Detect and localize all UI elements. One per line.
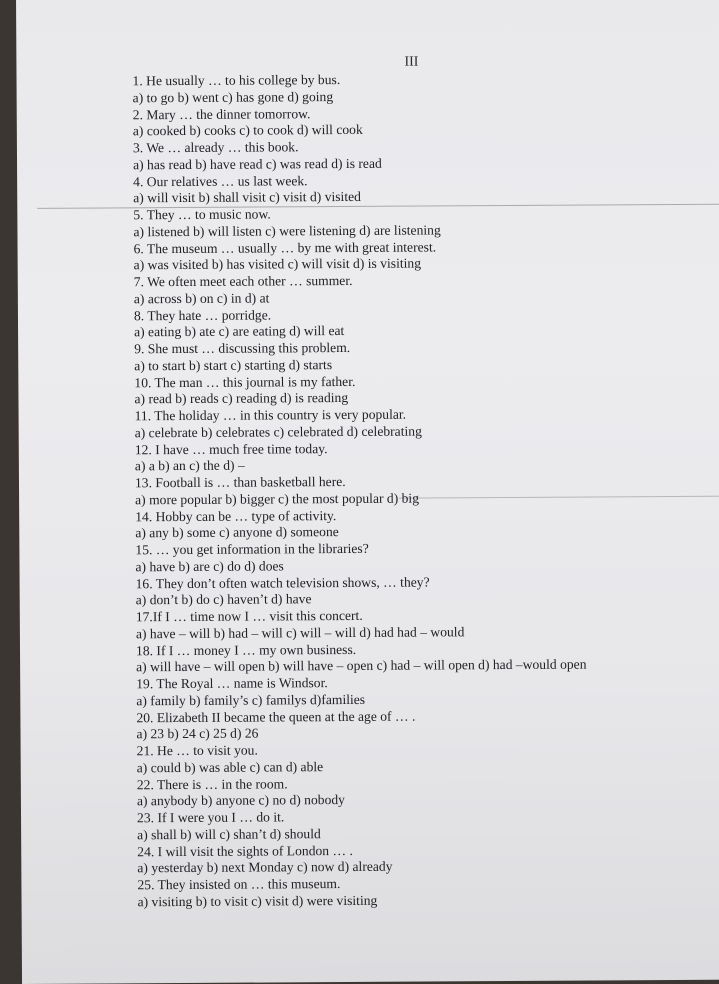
answer-options: a) eating b) ate c) are eating d) will eat: [134, 323, 345, 340]
question-3: [133, 137, 703, 174]
question-18: [136, 639, 706, 676]
question-7: [134, 271, 704, 308]
answer-options: a) yesterday b) next Monday c) now d) already: [137, 858, 393, 876]
question-20: [136, 706, 706, 743]
question-text: 20. Elizabeth II became the queen at the age of … .: [136, 708, 416, 725]
answer-options: a) celebrate b) celebrates c) celebrated d) celebrating: [134, 423, 422, 441]
answer-options: a) don’t b) do c) haven’t d) have: [135, 591, 312, 608]
question-text: 21. He … to visit you.: [136, 742, 258, 759]
answer-options: a) listened b) will listen c) were listening d) are listening: [133, 222, 441, 240]
question-23: [137, 807, 707, 844]
answer-options: a) have b) are c) do d) does: [135, 558, 284, 575]
question-1: [132, 70, 702, 107]
question-text: 22. There is … in the room.: [136, 775, 288, 792]
question-text: 10. The man … this journal is my father.: [134, 373, 356, 390]
question-text: 7. We often meet each other … summer.: [133, 272, 353, 290]
answer-options: a) to go b) went c) has gone d) going: [132, 88, 334, 106]
answer-options: a) was visited b) has visited c) will visit d) is visiting: [133, 255, 422, 273]
answer-options: a) across b) on c) in d) at: [133, 290, 270, 307]
question-15: [135, 539, 705, 576]
question-text: 6. The museum … usually … by me with great interest.: [133, 238, 437, 256]
question-text: 23. If I were you I … do it.: [136, 809, 285, 826]
question-22: [137, 773, 707, 810]
answer-options: a) anybody b) anyone c) no d) nobody: [136, 792, 345, 809]
answer-options: a) shall b) will c) shan’t d) should: [137, 825, 321, 843]
answer-options: a) family b) family’s c) familys d)families: [136, 691, 366, 709]
question-4: [133, 170, 703, 207]
question-text: 24. I will visit the sights of London … .: [137, 842, 353, 859]
question-text: 14. Hobby can be … type of activity.: [135, 507, 337, 524]
answer-options: a) will visit b) shall visit c) visit d) visited: [133, 189, 361, 206]
question-19: [136, 673, 706, 710]
question-text: 1. He usually … to his college by bus.: [132, 72, 341, 89]
answer-options: a) a b) an c) the d) –: [134, 457, 245, 474]
question-17: [136, 606, 706, 643]
question-21: [137, 740, 707, 777]
question-25: [137, 874, 707, 911]
question-text: 8. They hate … porridge.: [133, 306, 272, 323]
question-text: 3. We … already … this book.: [132, 139, 299, 156]
question-text: 25. They insisted on … this museum.: [137, 876, 341, 893]
question-text: 2. Mary … the dinner tomorrow.: [132, 105, 311, 122]
question-24: [137, 840, 707, 877]
question-text: 19. The Royal … name is Windsor.: [136, 675, 328, 692]
answer-options: a) more popular b) bigger c) the most popular d) big: [135, 490, 420, 508]
question-text: 12. I have … much free time today.: [134, 440, 328, 457]
answer-options: a) has read b) have read c) was read d) is read: [132, 155, 382, 173]
answer-options: a) cooked b) cooks c) to cook d) will cook: [132, 122, 363, 139]
question-list: [132, 70, 707, 911]
question-8: [134, 304, 704, 341]
answer-options: a) read b) reads c) reading d) is reading: [134, 390, 349, 407]
page-number: III: [404, 54, 419, 70]
question-text: 17.If I … time now I … visit this concert.: [135, 607, 363, 625]
question-12: [135, 438, 705, 475]
question-14: [135, 505, 705, 542]
question-text: 11. The holiday … in this country is very popular.: [134, 406, 407, 424]
question-6: [134, 237, 704, 274]
question-16: [136, 572, 706, 609]
answer-options: a) any b) some c) anyone d) someone: [135, 524, 339, 541]
answer-options: a) to start b) start c) starting d) starts: [134, 356, 333, 374]
answer-options: a) will have – will open b) will have – open c) had – will open d) had –would open: [136, 656, 587, 675]
question-10: [134, 371, 704, 408]
question-text: 5. They … to music now.: [133, 206, 271, 223]
answer-options: a) have – will b) had – will c) will – will d) had had – would: [135, 624, 465, 642]
question-11: [135, 405, 705, 442]
question-text: 9. She must … discussing this problem.: [134, 339, 351, 357]
question-text: 13. Football is … than basketball here.: [134, 473, 346, 491]
question-text: 16. They don’t often watch television shows, … they?: [135, 573, 430, 591]
question-text: 4. Our relatives … us last week.: [133, 172, 308, 189]
answer-options: a) 23 b) 24 c) 25 d) 26: [136, 725, 259, 742]
question-9: [134, 338, 704, 375]
question-5: [133, 204, 703, 241]
question-13: [135, 472, 705, 509]
paper-sheet: [16, 0, 719, 984]
answer-options: a) visiting b) to visit c) visit d) were visiting: [137, 892, 378, 910]
answer-options: a) could b) was able c) can d) able: [136, 758, 324, 776]
question-text: 18. If I … money I … my own business.: [135, 641, 357, 658]
question-text: 15. … you get information in the libraries?: [135, 540, 369, 558]
question-2: [133, 103, 703, 140]
